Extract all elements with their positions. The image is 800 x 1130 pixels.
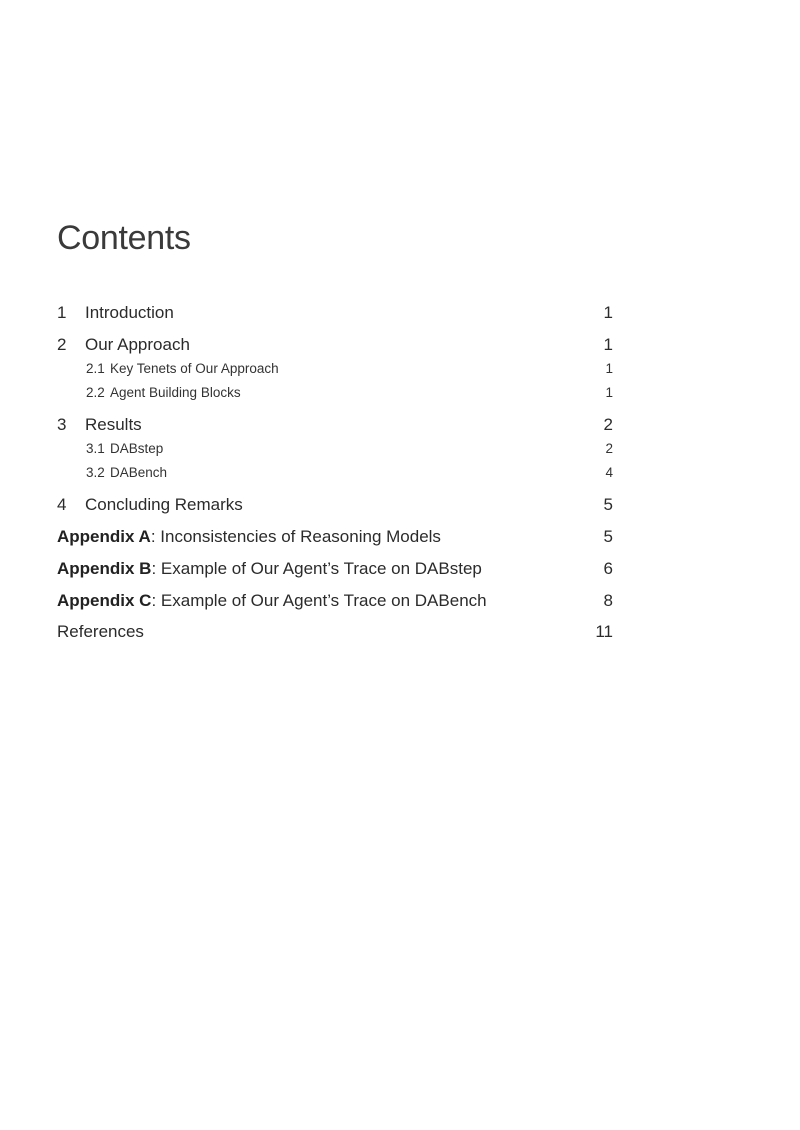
toc-entry-appendix-b[interactable]	[57, 558, 613, 580]
page-number: 5	[603, 495, 613, 514]
toc-entry-dabench[interactable]	[57, 464, 613, 482]
appendix-prefix: Appendix A	[57, 527, 151, 546]
toc-entry-results[interactable]	[57, 414, 613, 436]
section-number: 1	[57, 303, 67, 322]
page-number: 1	[605, 361, 613, 376]
section-number: 4	[57, 495, 67, 514]
page-number: 4	[605, 465, 613, 480]
page-number: 2	[605, 441, 613, 456]
toc-entry-agent-building-blocks[interactable]	[57, 384, 613, 402]
page-number: 5	[603, 527, 613, 546]
subsection-title: DABench	[110, 465, 168, 480]
page-number: 11	[595, 622, 613, 641]
page-title: Contents	[57, 219, 191, 257]
appendix-title	[57, 526, 583, 548]
appendix-label: : Example of Our Agent’s Trace on DABstep	[151, 559, 482, 578]
appendix-title	[57, 558, 583, 580]
page-number: 1	[605, 385, 613, 400]
toc-entry-appendix-c[interactable]	[57, 590, 613, 612]
subsection-title: DABstep	[110, 441, 164, 456]
toc-entry-dabstep[interactable]	[57, 440, 613, 458]
subsection-number: 2.1	[86, 361, 105, 376]
subsection-title: Key Tenets of Our Approach	[110, 361, 279, 376]
subsection-number: 3.1	[86, 441, 105, 456]
toc-entry-introduction[interactable]	[57, 302, 613, 324]
subsection-title: Agent Building Blocks	[110, 385, 241, 400]
section-title: Results	[85, 415, 142, 434]
section-number: 2	[57, 335, 67, 354]
page-number: 2	[603, 415, 613, 434]
page-number: 6	[603, 559, 613, 578]
section-title: Concluding Remarks	[85, 495, 243, 514]
page-number: 1	[603, 303, 613, 322]
appendix-label: : Inconsistencies of Reasoning Models	[150, 527, 441, 546]
toc-entry-references[interactable]	[57, 621, 613, 643]
appendix-title	[57, 590, 583, 612]
appendix-label: : Example of Our Agent’s Trace on DABench	[151, 591, 487, 610]
references-title: References	[57, 622, 144, 641]
section-title: Introduction	[85, 303, 174, 322]
toc-entry-appendix-a[interactable]	[57, 526, 613, 548]
section-title: Our Approach	[85, 335, 190, 354]
section-number: 3	[57, 415, 67, 434]
appendix-prefix: Appendix B	[57, 559, 152, 578]
subsection-number: 2.2	[86, 385, 105, 400]
toc-entry-concluding-remarks[interactable]	[57, 494, 613, 516]
toc-entry-key-tenets[interactable]	[57, 360, 613, 378]
page-number: 8	[603, 591, 613, 610]
appendix-prefix: Appendix C	[57, 591, 152, 610]
subsection-number: 3.2	[86, 465, 105, 480]
toc-entry-our-approach[interactable]	[57, 334, 613, 356]
page-number: 1	[603, 335, 613, 354]
